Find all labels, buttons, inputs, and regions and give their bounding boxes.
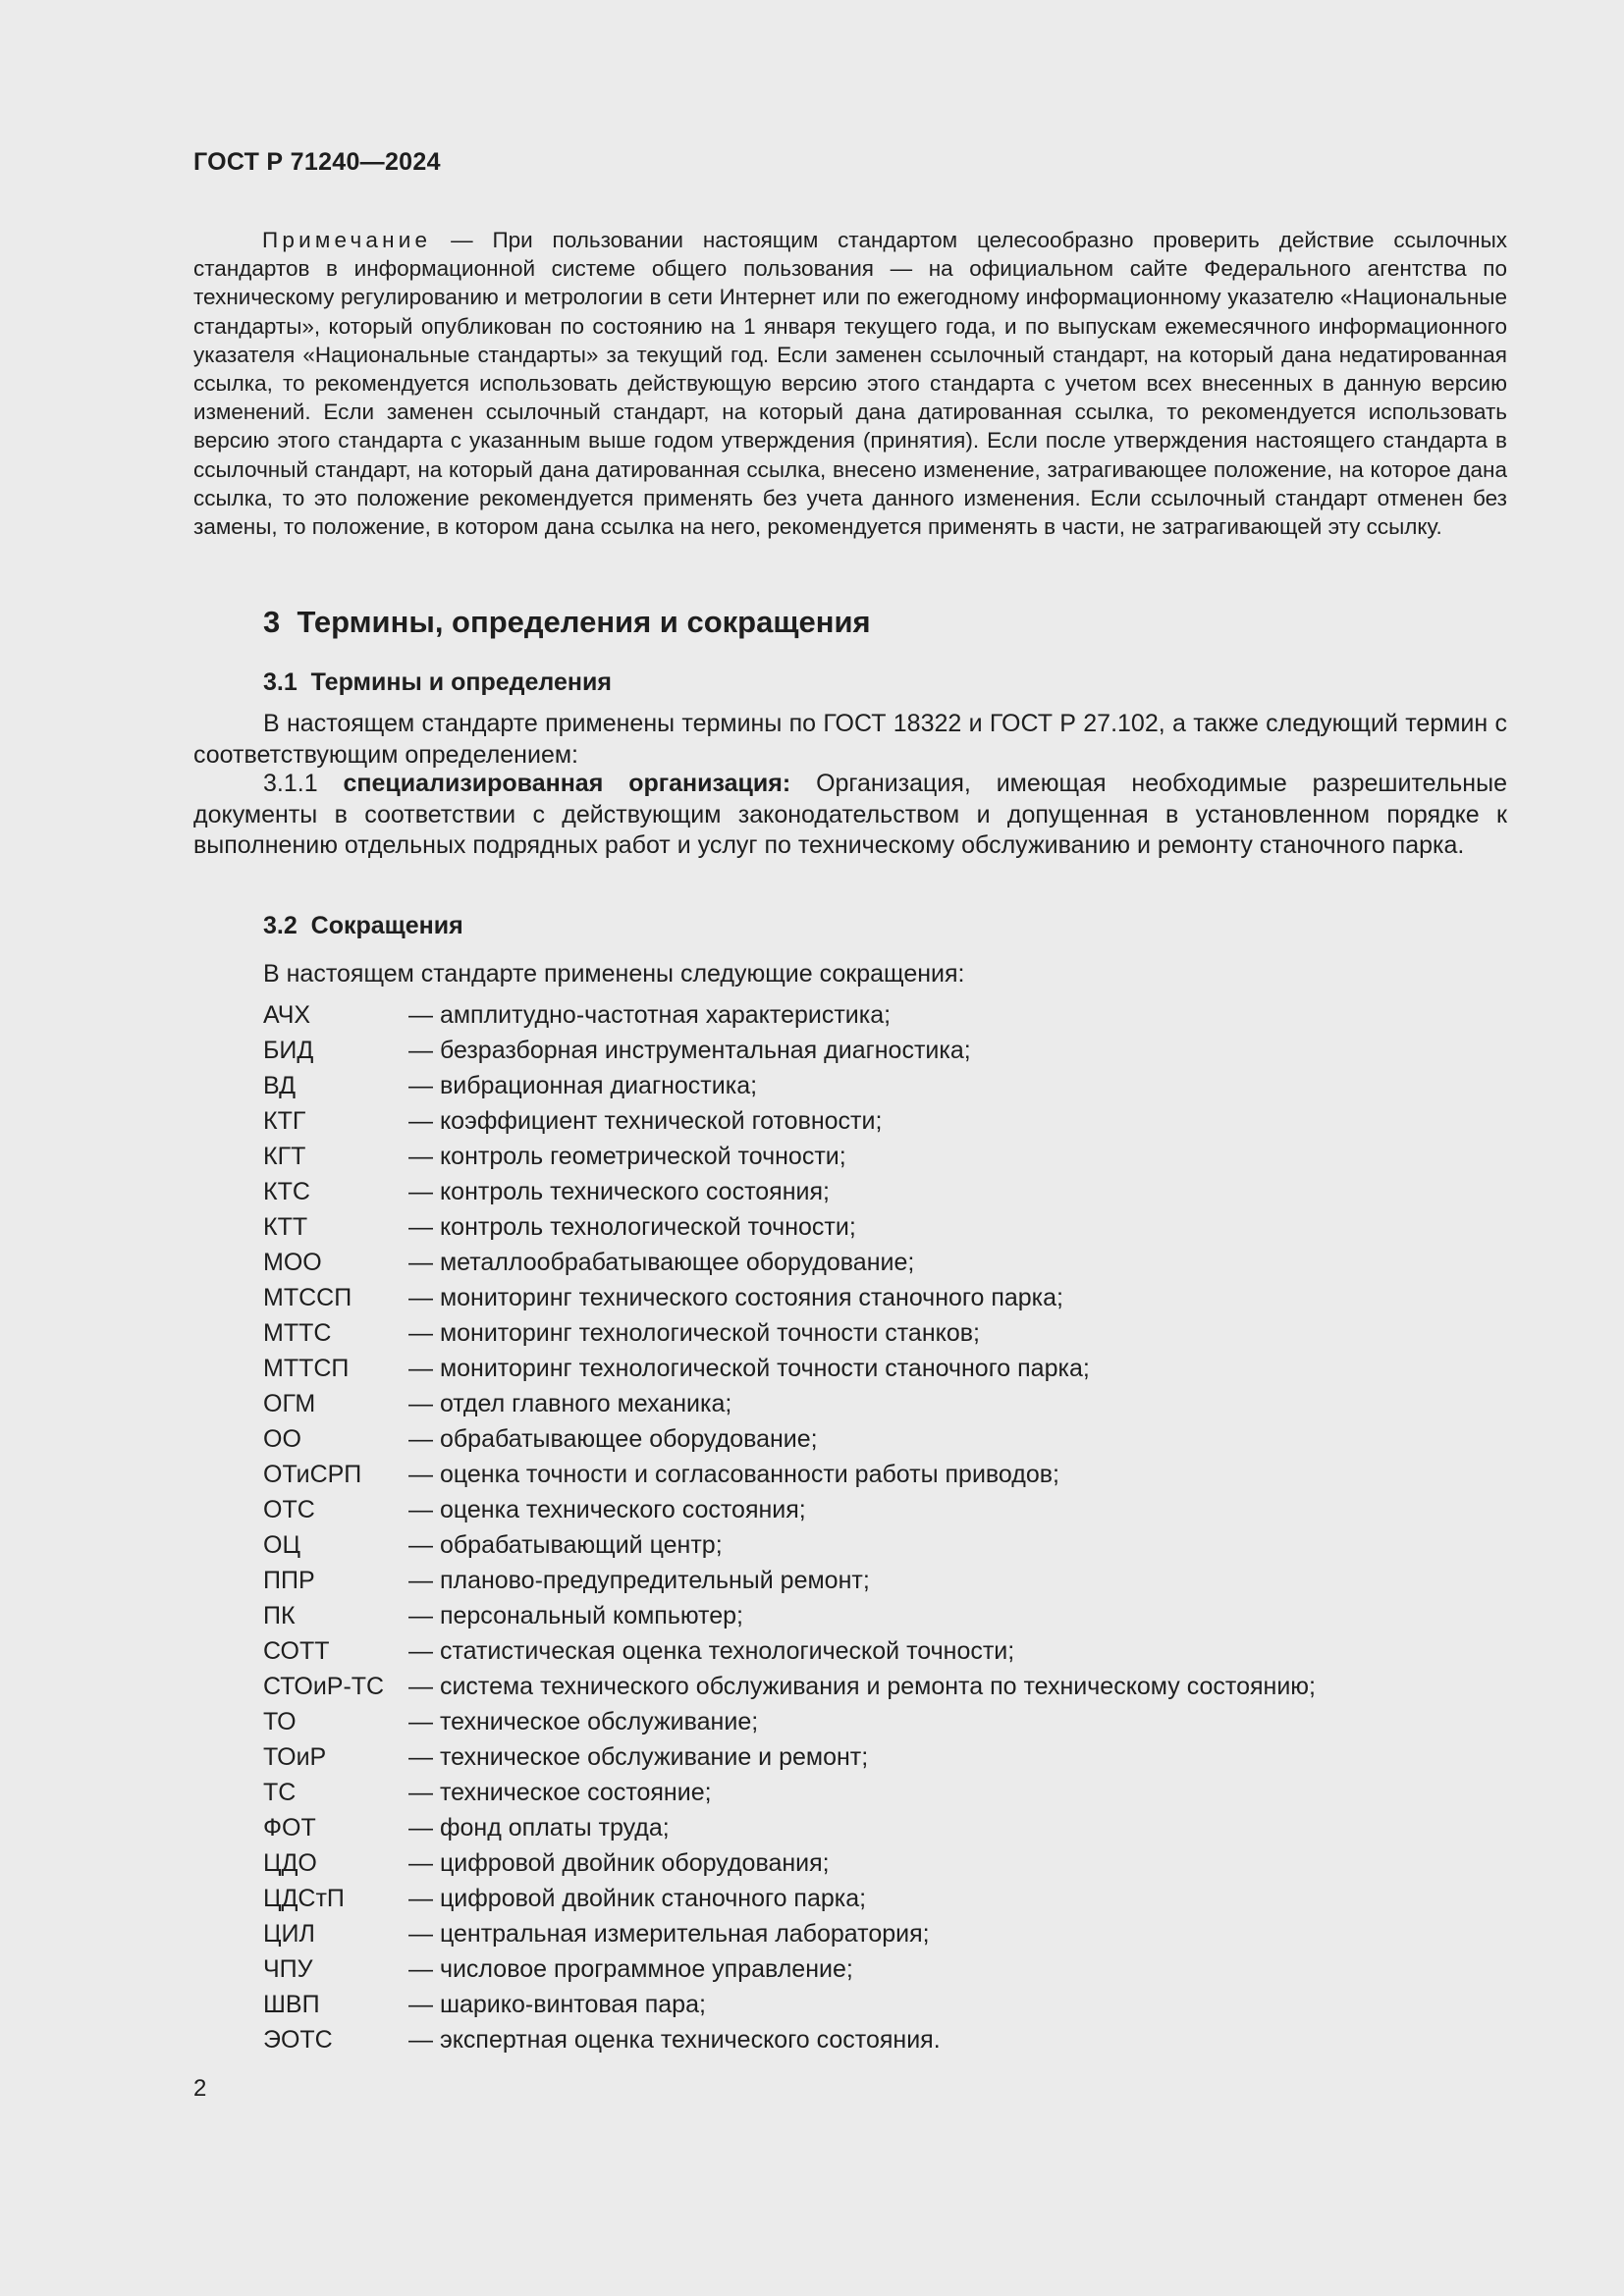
abbreviation-definition: — отдел главного механика; <box>408 1389 732 1417</box>
abbreviation-code: АЧХ <box>263 1000 311 1029</box>
abbreviation-code: ЦДО <box>263 1848 317 1877</box>
abbreviation-row <box>263 1633 1316 1669</box>
abbreviation-code: ТОиР <box>263 1742 327 1771</box>
definition-text: Организация, имеющая необходимые разрешительные документы в соответствии с действующим законодательством и допущенная в установленном порядке к выполнению отдельных подрядных работ и услуг по техническому обслуживанию и ремонту станочного парка. <box>193 770 1507 859</box>
abbreviation-row <box>263 1916 1316 1951</box>
abbreviation-code: ЭОТС <box>263 2025 333 2054</box>
abbreviation-row <box>263 1386 1316 1421</box>
abbreviation-definition: — техническое обслуживание; <box>408 1707 759 1735</box>
definition-number: 3.1.1 <box>263 770 344 797</box>
abbreviation-row <box>263 1421 1316 1457</box>
abbreviation-code: ЧПУ <box>263 1954 313 1983</box>
abbreviation-row <box>263 1775 1316 1810</box>
abbreviation-definition: — цифровой двойник оборудования; <box>408 1848 830 1877</box>
note-label: Примечание <box>262 228 432 252</box>
page-number: 2 <box>193 2075 207 2102</box>
abbreviation-row <box>263 1598 1316 1633</box>
term-definition-paragraph <box>193 769 1507 862</box>
abbreviation-row <box>263 1563 1316 1598</box>
terms-intro-paragraph: В настоящем стандарте применены термины по ГОСТ 18322 и ГОСТ Р 27.102, а также следующий термин с соответствующим определением: <box>193 710 1507 769</box>
abbreviation-code: МТССП <box>263 1283 352 1311</box>
abbreviation-row <box>263 1492 1316 1527</box>
abbreviation-definition: — безразборная инструментальная диагностика; <box>408 1036 971 1064</box>
abbreviation-row <box>263 1669 1316 1704</box>
abbreviation-code: ПК <box>263 1601 296 1629</box>
abbreviations-intro: В настоящем стандарте применены следующие сокращения: <box>263 960 965 988</box>
abbreviation-row <box>263 1987 1316 2022</box>
abbreviation-row <box>263 1527 1316 1563</box>
abbreviation-code: БИД <box>263 1036 314 1064</box>
abbreviation-code: ППР <box>263 1566 315 1594</box>
abbreviations-list <box>263 997 1316 2057</box>
abbreviation-row <box>263 1280 1316 1315</box>
abbreviation-definition: — планово-предупредительный ремонт; <box>408 1566 870 1594</box>
abbreviation-code: ТО <box>263 1707 297 1735</box>
abbreviation-definition: — обрабатывающий центр; <box>408 1530 723 1559</box>
abbreviation-definition: — шарико-винтовая пара; <box>408 1990 706 2018</box>
abbreviation-code: КТТ <box>263 1212 308 1241</box>
abbreviation-definition: — фонд оплаты труда; <box>408 1813 670 1842</box>
abbreviation-row <box>263 1457 1316 1492</box>
abbreviation-code: ЦДСтП <box>263 1884 345 1912</box>
abbreviation-code: ОЦ <box>263 1530 300 1559</box>
abbreviation-definition: — контроль геометрической точности; <box>408 1142 846 1170</box>
abbreviation-code: КТГ <box>263 1106 306 1135</box>
defined-term: специализированная организация: <box>343 770 791 797</box>
abbreviation-row <box>263 1810 1316 1845</box>
abbreviation-code: СТОиР-ТС <box>263 1672 385 1700</box>
abbreviation-definition: — персональный компьютер; <box>408 1601 743 1629</box>
abbreviation-row <box>263 1704 1316 1739</box>
abbreviation-code: КГТ <box>263 1142 306 1170</box>
abbreviation-definition: — оценка точности и согласованности работы приводов; <box>408 1460 1060 1488</box>
abbreviation-row <box>263 1103 1316 1139</box>
abbreviation-code: МТТС <box>263 1318 332 1347</box>
subsection-title-abbreviations: 3.2 Сокращения <box>263 912 463 939</box>
abbreviation-definition: — статистическая оценка технологической точности; <box>408 1636 1015 1665</box>
abbreviation-code: ОТиСРП <box>263 1460 362 1488</box>
abbreviation-row <box>263 1209 1316 1245</box>
abbreviation-definition: — техническое обслуживание и ремонт; <box>408 1742 869 1771</box>
note-paragraph <box>193 226 1507 541</box>
abbreviation-code: ОГМ <box>263 1389 316 1417</box>
note-text: — При пользовании настоящим стандартом целесообразно проверить действие ссылочных стандартов в информационной системе общего пользования — на официальном сайте Федерального агентства по техническому регулированию и метрологии в сети Интернет или по ежегодному информационному указателю «Национальные стандарты», который опубликован по состоянию на 1 января текущего года, и по выпускам ежемесячного информационного указателя «Национальные стандарты» за текущий год. Если заменен ссылочный стандарт, на который дана недатированная ссылка, то рекомендуется использовать действующую версию этого стандарта с учетом всех внесенных в данную версию изменений. Если заменен ссылочный стандарт, на который дана датированная ссылка, то рекомендуется использовать версию этого стандарта с указанным выше годом утверждения (принятия). Если после утверждения настоящего стандарта в ссылочный стандарт, на который дана датированная ссылка, внесено изменение, затрагивающее положение, на которое дана ссылка, то это положение рекомендуется применять без учета данного изменения. Если ссылочный стандарт отменен без замены, то положение, в котором дана ссылка на него, рекомендуется применять в части, не затрагивающей эту ссылку. <box>193 228 1507 540</box>
abbreviation-row <box>263 1739 1316 1775</box>
abbreviation-row <box>263 1174 1316 1209</box>
abbreviation-row <box>263 1033 1316 1068</box>
abbreviation-row <box>263 1315 1316 1351</box>
abbreviation-definition: — цифровой двойник станочного парка; <box>408 1884 867 1912</box>
abbreviation-row <box>263 1245 1316 1280</box>
abbreviation-code: МОО <box>263 1248 322 1276</box>
abbreviation-code: ЦИЛ <box>263 1919 315 1948</box>
abbreviation-code: МТТСП <box>263 1354 350 1382</box>
abbreviation-row <box>263 1139 1316 1174</box>
abbreviation-code: ОО <box>263 1424 301 1453</box>
subsection-title-terms: 3.1 Термины и определения <box>263 668 612 696</box>
abbreviation-definition: — обрабатывающее оборудование; <box>408 1424 818 1453</box>
abbreviation-code: ОТС <box>263 1495 315 1523</box>
abbreviation-row <box>263 997 1316 1033</box>
abbreviation-code: ВД <box>263 1071 297 1099</box>
abbreviation-row <box>263 1068 1316 1103</box>
abbreviation-row <box>263 1845 1316 1881</box>
abbreviation-row <box>263 1351 1316 1386</box>
abbreviation-code: ТС <box>263 1778 297 1806</box>
abbreviation-definition: — металлообрабатывающее оборудование; <box>408 1248 915 1276</box>
abbreviation-code: КТС <box>263 1177 310 1205</box>
abbreviation-definition: — контроль технического состояния; <box>408 1177 830 1205</box>
abbreviation-row <box>263 2022 1316 2057</box>
abbreviation-definition: — вибрационная диагностика; <box>408 1071 758 1099</box>
abbreviation-definition: — экспертная оценка технического состояния. <box>408 2025 941 2054</box>
abbreviation-code: ФОТ <box>263 1813 316 1842</box>
abbreviation-code: СОТТ <box>263 1636 330 1665</box>
abbreviation-code: ШВП <box>263 1990 320 2018</box>
abbreviation-definition: — центральная измерительная лаборатория; <box>408 1919 930 1948</box>
abbreviation-definition: — амплитудно-частотная характеристика; <box>408 1000 892 1029</box>
abbreviation-definition: — мониторинг технологической точности станочного парка; <box>408 1354 1090 1382</box>
abbreviation-definition: — контроль технологической точности; <box>408 1212 856 1241</box>
document-header: ГОСТ Р 71240—2024 <box>193 148 441 176</box>
abbreviation-row <box>263 1951 1316 1987</box>
abbreviation-definition: — техническое состояние; <box>408 1778 712 1806</box>
abbreviation-definition: — система технического обслуживания и ремонта по техническому состоянию; <box>408 1672 1316 1700</box>
abbreviation-row <box>263 1881 1316 1916</box>
section-title: 3 Термины, определения и сокращения <box>263 605 871 639</box>
abbreviation-definition: — мониторинг технического состояния станочного парка; <box>408 1283 1064 1311</box>
abbreviation-definition: — числовое программное управление; <box>408 1954 853 1983</box>
abbreviation-definition: — оценка технического состояния; <box>408 1495 806 1523</box>
abbreviation-definition: — мониторинг технологической точности станков; <box>408 1318 980 1347</box>
abbreviation-definition: — коэффициент технической готовности; <box>408 1106 883 1135</box>
